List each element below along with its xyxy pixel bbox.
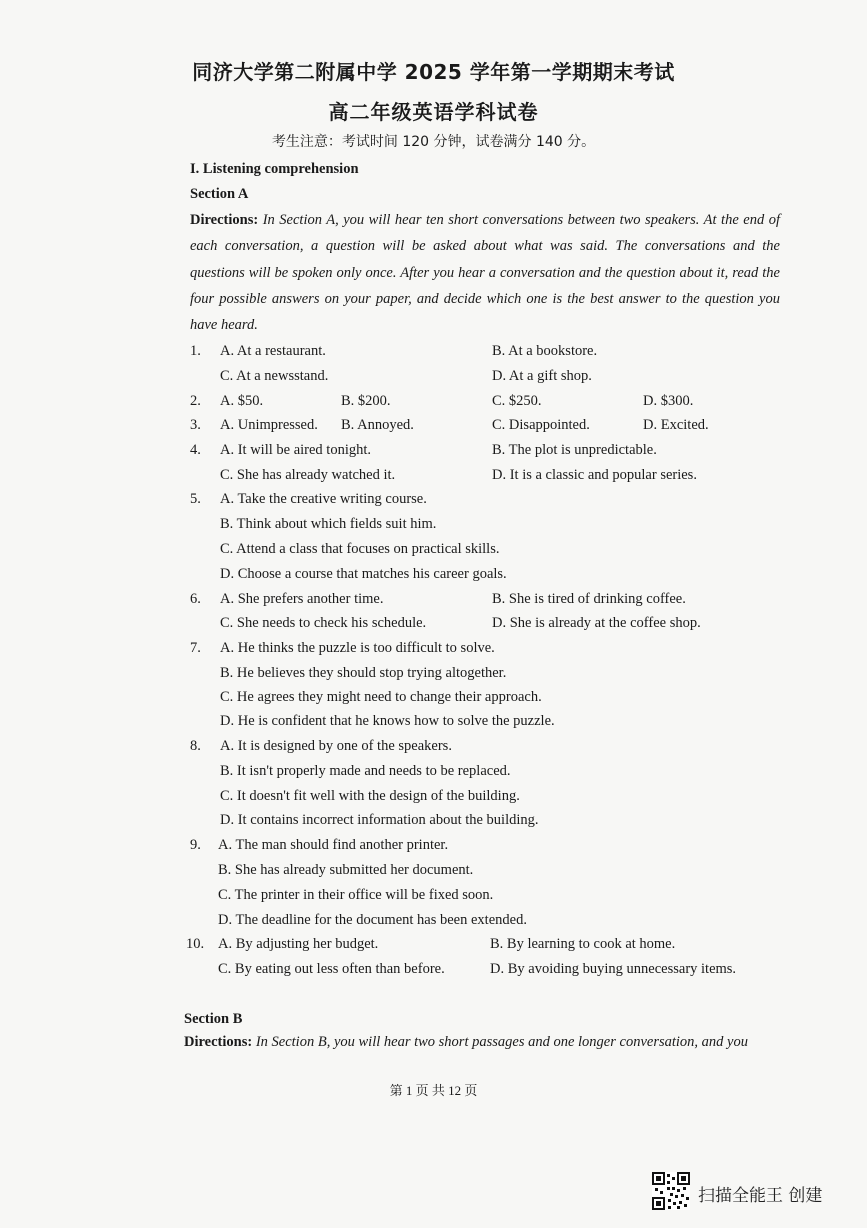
section-a-heading: Section A [190, 186, 249, 202]
question-number: 6. [190, 591, 201, 607]
option-a: A. It will be aired tonight. [220, 442, 372, 458]
part-heading: I. Listening comprehension [190, 161, 359, 177]
option-d: D. He is confident that he knows how to solve the puzzle. [220, 713, 555, 729]
option-c: C. Disappointed. [492, 417, 590, 433]
section-a-directions [190, 207, 780, 338]
option-a: A. Unimpressed. [220, 417, 318, 433]
section-b-heading: Section B [184, 1011, 243, 1027]
exam-subtitle: 高二年级英语学科试卷 [328, 100, 539, 124]
option-b: B. By learning to cook at home. [490, 936, 676, 952]
directions-text: In Section A, you will hear ten short conversations between two speakers. At the end of each conversation, a question will be asked about what was said. The conversations and the questions will be spoken only once. After you hear a conversation and the question about it, read the four possible answers on your paper, and decide which one is the best answer to the question you have heard. [190, 212, 780, 334]
option-b: B. Think about which fields suit him. [220, 516, 437, 532]
option-d: D. It is a classic and popular series. [492, 467, 697, 483]
question-number: 7. [190, 640, 201, 656]
option-c: C. At a newsstand. [220, 368, 329, 384]
section-b-directions [184, 1034, 748, 1051]
option-c: C. She has already watched it. [220, 467, 396, 483]
question-number: 3. [190, 417, 201, 433]
option-c: C. By eating out less often than before. [218, 961, 445, 977]
option-d: D. The deadline for the document has been extended. [218, 912, 527, 928]
option-c: C. He agrees they might need to change their approach. [220, 689, 542, 705]
option-c: C. It doesn't fit well with the design of the building. [220, 788, 520, 804]
option-d: D. Excited. [643, 417, 709, 433]
option-d: D. Choose a course that matches his career goals. [220, 566, 507, 582]
option-b: B. The plot is unpredictable. [492, 442, 657, 458]
option-a: A. He thinks the puzzle is too difficult to solve. [220, 640, 495, 656]
option-d: D. $300. [643, 393, 694, 409]
option-b: B. He believes they should stop trying altogether. [220, 665, 507, 681]
question-number: 1. [190, 343, 201, 359]
question-number: 5. [190, 491, 201, 507]
option-c: C. The printer in their office will be fixed soon. [218, 887, 494, 903]
page-number: 第 1 页 共 12 页 [389, 1083, 478, 1098]
option-c: C. $250. [492, 393, 542, 409]
option-c: C. Attend a class that focuses on practical skills. [220, 541, 500, 557]
option-d: D. She is already at the coffee shop. [492, 615, 701, 631]
option-a: A. By adjusting her budget. [218, 936, 379, 952]
question-number: 4. [190, 442, 201, 458]
exam-notice: 考生注意：考试时间 120 分钟，试卷满分 140 分。 [271, 134, 596, 150]
option-a: A. It is designed by one of the speakers. [220, 738, 452, 754]
qr-code-icon [652, 1172, 690, 1210]
option-d: D. It contains incorrect information about the building. [220, 812, 539, 828]
directions-label: Directions: [184, 1034, 253, 1050]
option-b: B. She has already submitted her document. [218, 862, 474, 878]
question-number: 8. [190, 738, 201, 754]
question-number: 10. [186, 936, 205, 952]
directions-label: Directions: [190, 212, 259, 228]
scanner-watermark: 扫描全能王 创建 [698, 1186, 823, 1206]
option-b: B. Annoyed. [341, 417, 414, 433]
option-d: D. By avoiding buying unnecessary items. [490, 961, 737, 977]
question-number: 9. [190, 837, 201, 853]
option-b: B. It isn't properly made and needs to be replaced. [220, 763, 511, 779]
exam-title: 同济大学第二附属中学 2025 学年第一学期期末考试 [192, 60, 675, 84]
directions-text: In Section B, you will hear two short passages and one longer conversation, and you [255, 1034, 748, 1050]
option-a: A. Take the creative writing course. [220, 491, 427, 507]
option-a: A. $50. [220, 393, 264, 409]
option-b: B. At a bookstore. [492, 343, 598, 359]
question-number: 2. [190, 393, 201, 409]
option-a: A. She prefers another time. [220, 591, 384, 607]
option-d: D. At a gift shop. [492, 368, 592, 384]
option-a: A. At a restaurant. [220, 343, 326, 359]
option-a: A. The man should find another printer. [218, 837, 449, 853]
option-c: C. She needs to check his schedule. [220, 615, 427, 631]
option-b: B. $200. [341, 393, 391, 409]
option-b: B. She is tired of drinking coffee. [492, 591, 686, 607]
